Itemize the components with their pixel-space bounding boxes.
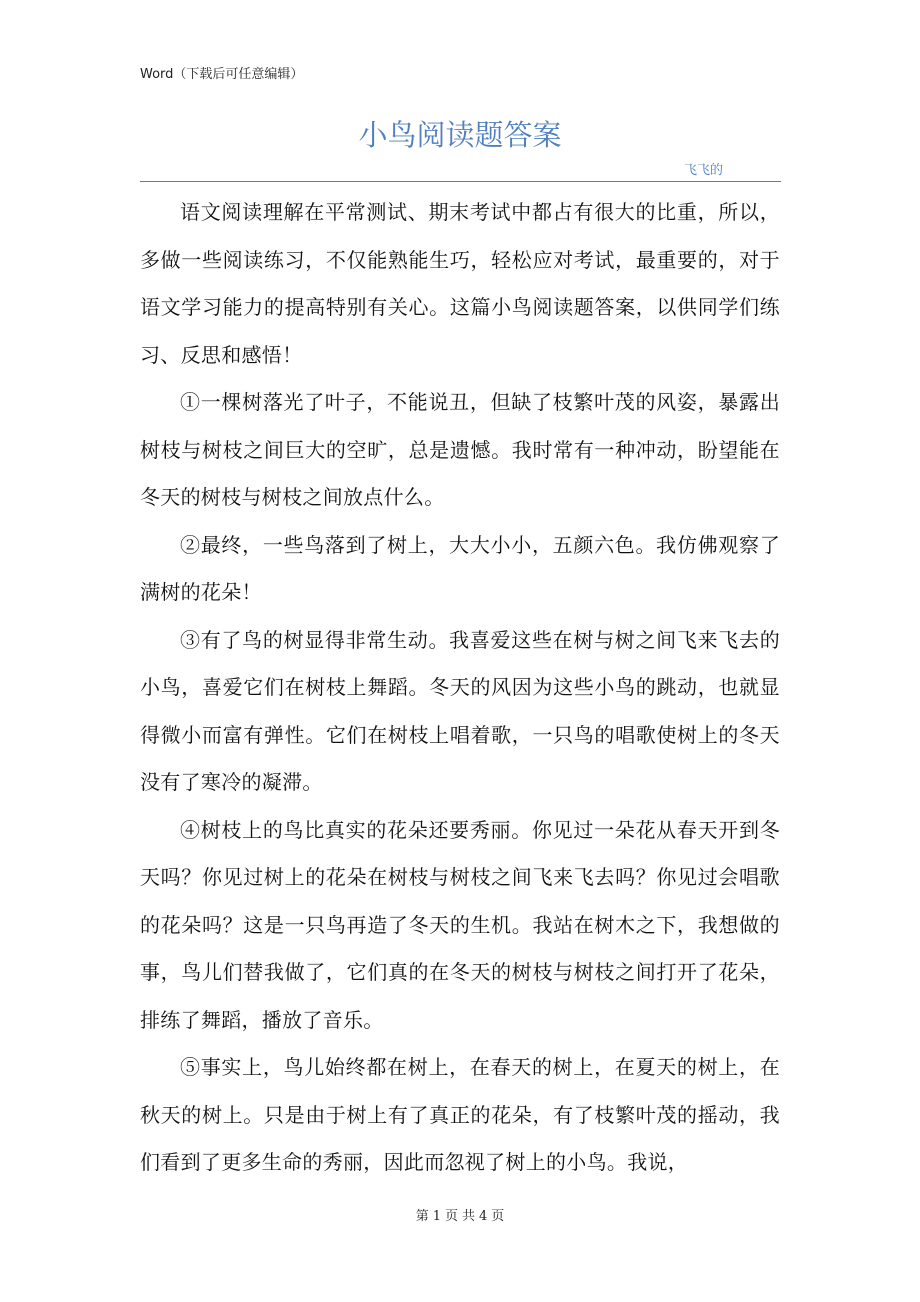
header-note: Word（下载后可任意编辑） (140, 67, 304, 82)
paragraph-5: ⑤事实上，鸟儿始终都在树上，在春天的树上，在夏天的树上，在秋天的树上。只是由于树上有了真正的花朵，有了枝繁叶茂的摇动，我们看到了更多生命的秀丽，因此而忽视了树上的小鸟。我说， (140, 1055, 780, 1174)
footer-total-prefix: 共 (462, 1209, 476, 1224)
paragraph-3: ③有了鸟的树显得非常生动。我喜爱这些在树与树之间飞来飞去的小鸟，喜爱它们在树枝上舞蹈。冬天的风因为这些小鸟的跳动，也就显得微小而富有弹性。它们在树枝上唱着歌，一只鸟的唱歌使树上的冬天没有了寒冷的凝滞。 (140, 627, 780, 794)
paragraph-2: ②最终，一些鸟落到了树上，大大小小，五颜六色。我仿佛观察了满树的花朵！ (140, 532, 780, 604)
footer-page-label: 页 (444, 1209, 458, 1224)
document-body (140, 189, 780, 1187)
footer-total-pages: 4 (479, 1209, 488, 1224)
footer-page-prefix: 第 (415, 1209, 429, 1224)
author-byline: 飞飞的 (684, 163, 724, 178)
title-divider (140, 181, 781, 182)
paragraph-4: ④树枝上的鸟比真实的花朵还要秀丽。你见过一朵花从春天开到冬天吗？你见过树上的花朵在树枝与树枝之间飞来飞去吗？你见过会唱歌的花朵吗？这是一只鸟再造了冬天的生机。我站在树木之下，我想做的事，鸟儿们替我做了，它们真的在冬天的树枝与树枝之间打开了花朵，排练了舞蹈，播放了音乐。 (140, 817, 780, 1032)
footer-page-number: 1 (432, 1209, 441, 1224)
page-footer (0, 1208, 920, 1226)
footer-total-label: 页 (491, 1209, 505, 1224)
document-title: 小鸟阅读题答案 (358, 118, 562, 152)
intro-paragraph: 语文阅读理解在平常测试、期末考试中都占有很大的比重，所以，多做一些阅读练习，不仅能熟能生巧，轻松应对考试，最重要的，对于语文学习能力的提高特别有关心。这篇小鸟阅读题答案，以供同学们练习、反思和感悟！ (140, 200, 780, 367)
paragraph-1: ①一棵树落光了叶子，不能说丑，但缺了枝繁叶茂的风姿，暴露出树枝与树枝之间巨大的空旷，总是遗憾。我时常有一种冲动，盼望能在冬天的树枝与树枝之间放点什么。 (140, 390, 780, 509)
